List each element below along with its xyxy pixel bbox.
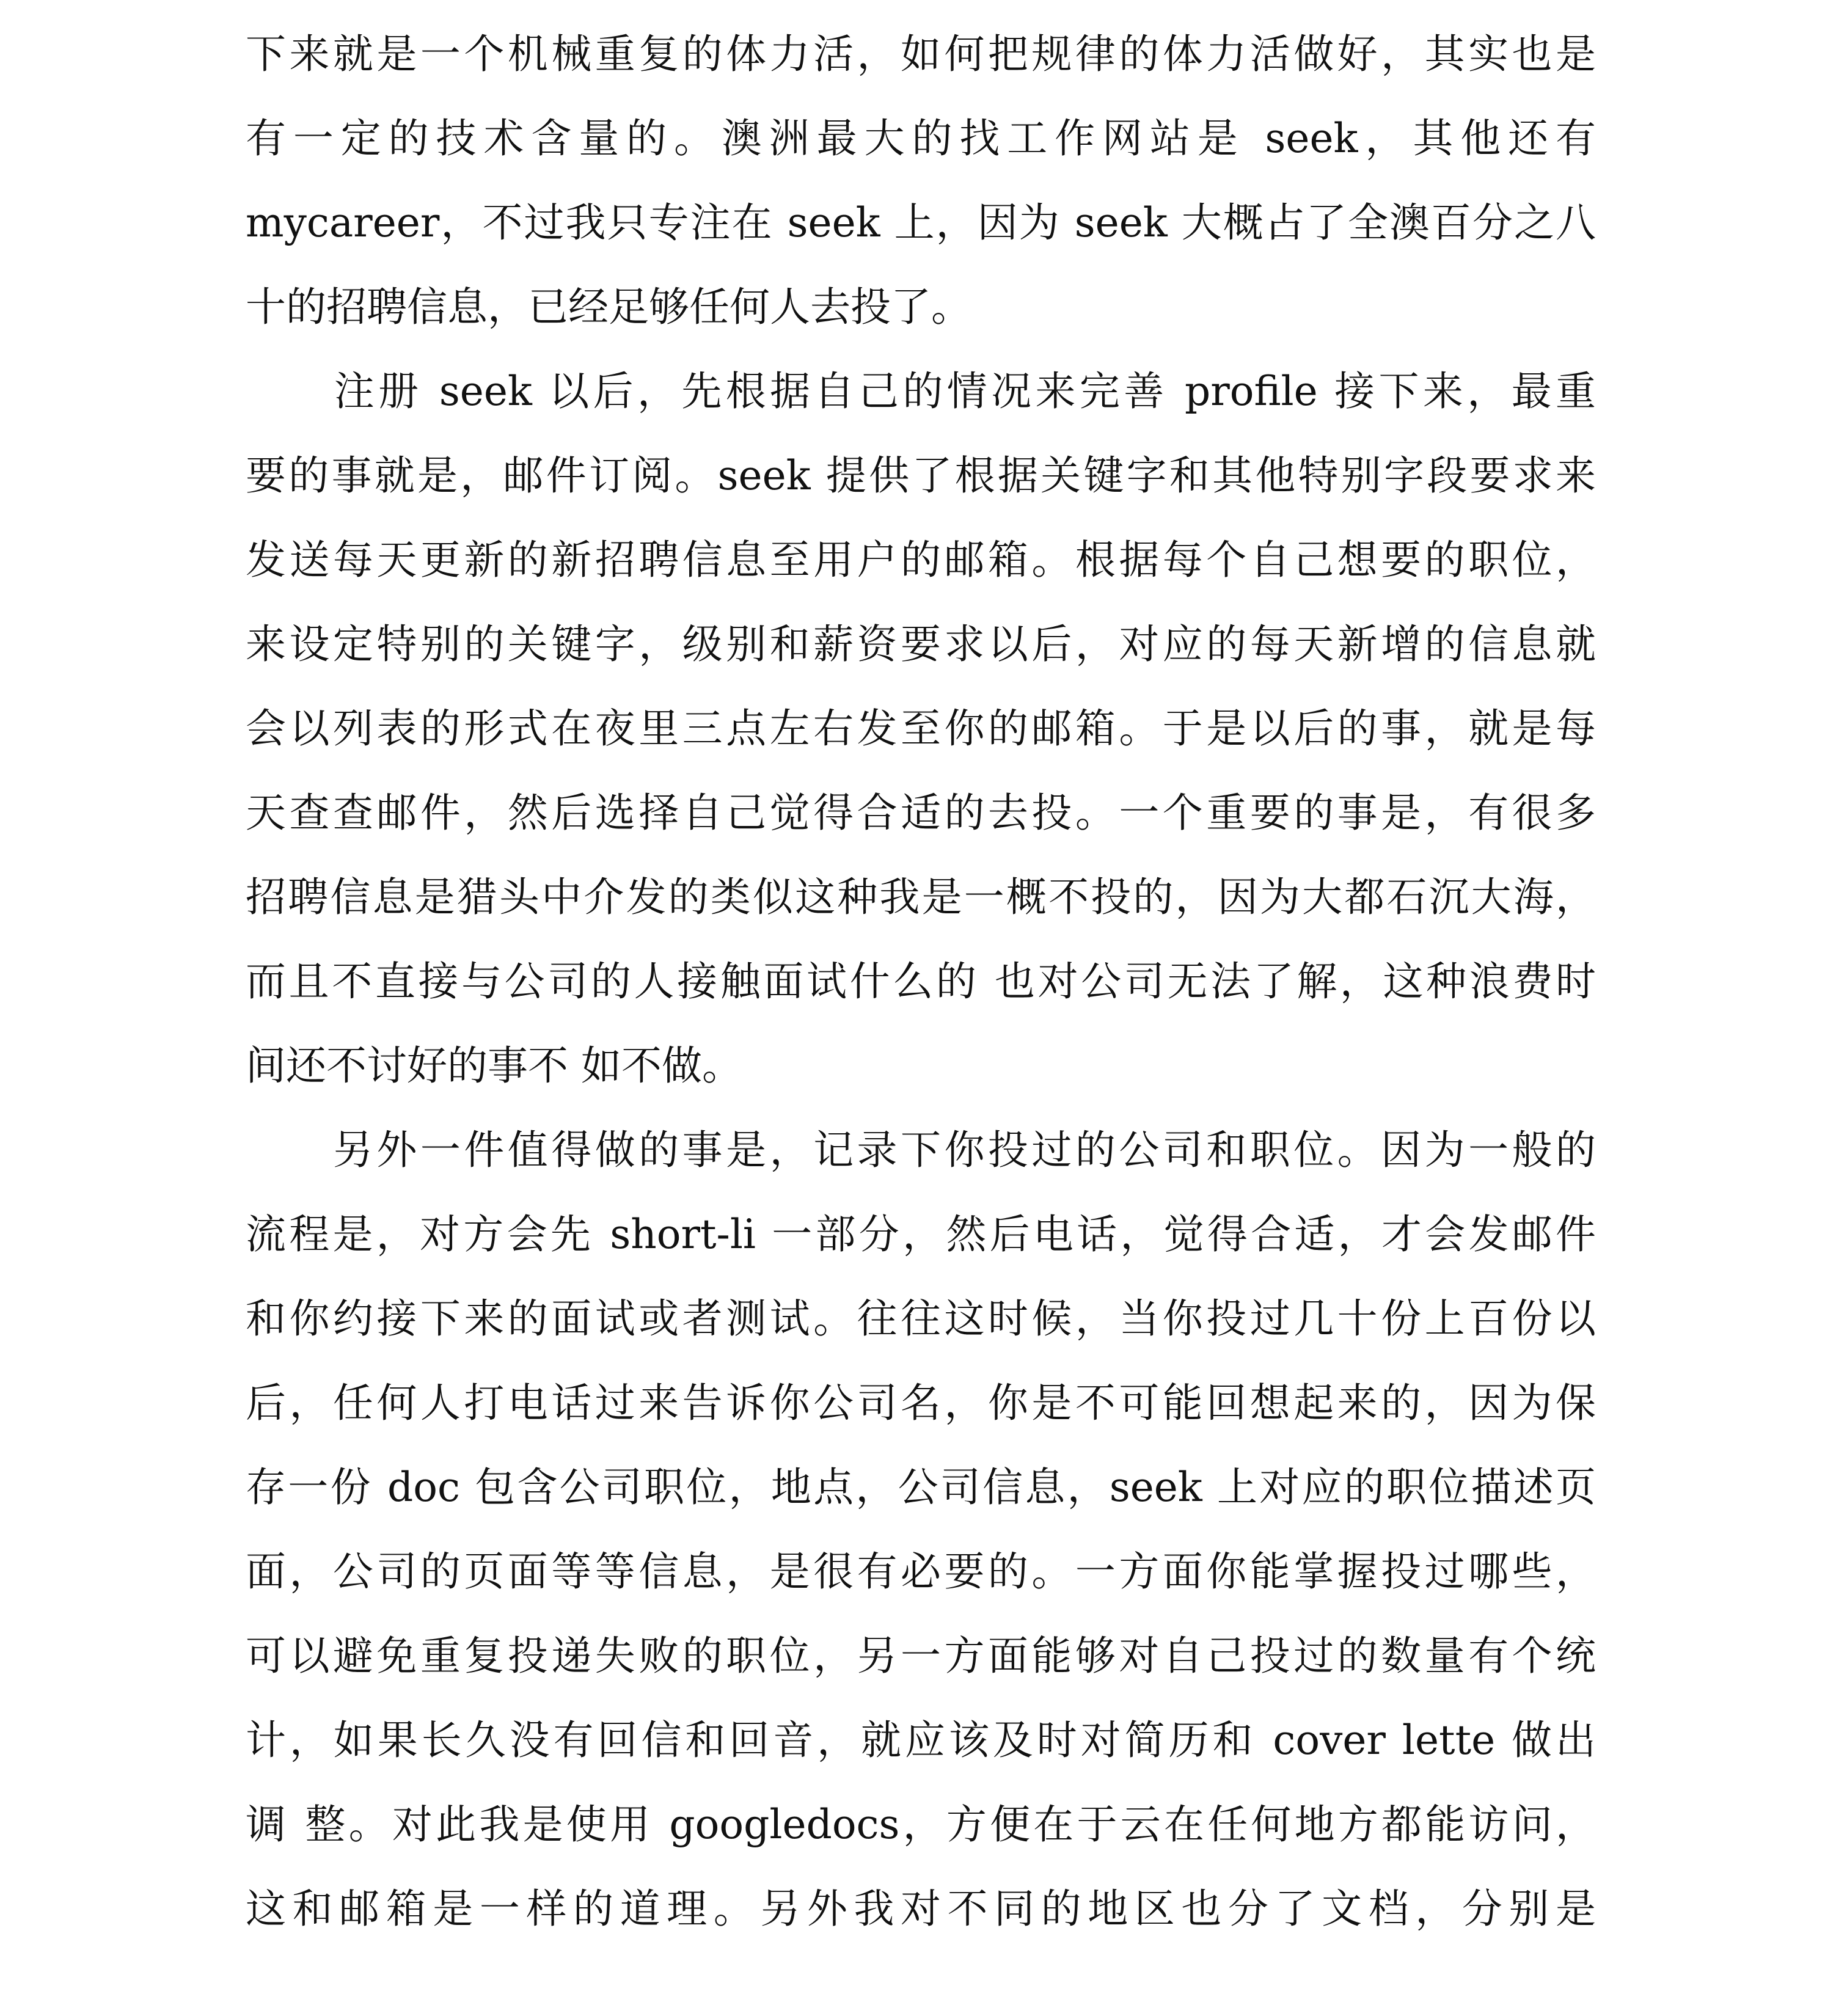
text-line: 天查查邮件，然后选择自己觉得合适的去投。一个重要的事是，有很多: [246, 789, 1596, 836]
text-line: 要的事就是，邮件订阅。seek 提供了根据关键字和其他特别字段要求来: [246, 452, 1596, 499]
text-line: 面，公司的页面等等信息，是很有必要的。一方面你能掌握投过哪些，: [246, 1548, 1596, 1595]
paragraph-3: [246, 1108, 1596, 1951]
document-page: [246, 12, 1596, 1951]
paragraph-1: [246, 12, 1596, 349]
text-line: 存一份 doc 包含公司职位，地点，公司信息，seek 上对应的职位描述页: [246, 1464, 1596, 1511]
text-line: 有一定的技术含量的。澳洲最大的找工作网站是 seek，其他还有: [246, 115, 1596, 162]
text-line: 招聘信息是猎头中介发的类似这种我是一概不投的，因为大都石沉大海，: [246, 874, 1596, 921]
text-line: mycareer，不过我只专注在 seek 上，因为 seek 大概占了全澳百分之八: [246, 199, 1596, 246]
text-line: 流程是，对方会先 short-li 一部分，然后电话，觉得合适，才会发邮件: [246, 1211, 1596, 1258]
text-line: 注册 seek 以后，先根据自己的情况来完善 profile 接下来，最重: [246, 368, 1596, 415]
text-line: 十的招聘信息，已经足够任何人去投了。: [246, 283, 971, 331]
text-line: 而且不直接与公司的人接触面试什么的 也对公司无法了解，这种浪费时: [246, 958, 1596, 1005]
text-line: 计，如果长久没有回信和回音，就应该及时对简历和 cover lette 做出: [246, 1717, 1596, 1764]
text-line: 会以列表的形式在夜里三点左右发至你的邮箱。于是以后的事，就是每: [246, 705, 1596, 752]
text-line: 另外一件值得做的事是，记录下你投过的公司和职位。因为一般的: [246, 1127, 1596, 1174]
paragraph-2: [246, 349, 1596, 1108]
text-line: 可以避免重复投递失败的职位，另一方面能够对自己投过的数量有个统: [246, 1632, 1596, 1679]
text-line: 和你约接下来的面试或者测试。往往这时候，当你投过几十份上百份以: [246, 1295, 1596, 1342]
text-line: 后，任何人打电话过来告诉你公司名，你是不可能回想起来的，因为保: [246, 1379, 1596, 1426]
text-line: 下来就是一个机械重复的体力活，如何把规律的体力活做好，其实也是: [246, 31, 1596, 78]
text-line: 来设定特别的关键字，级别和薪资要求以后，对应的每天新增的信息就: [246, 621, 1596, 668]
text-line: 间还不讨好的事不 如不做。: [246, 1042, 742, 1089]
text-line: 这和邮箱是一样的道理。另外我对不同的地区也分了文档，分别是: [246, 1885, 1596, 1932]
text-line: 调 整。对此我是使用 googledocs，方便在于云在任何地方都能访问，: [246, 1801, 1596, 1848]
text-line: 发送每天更新的新招聘信息至用户的邮箱。根据每个自己想要的职位，: [246, 536, 1596, 583]
